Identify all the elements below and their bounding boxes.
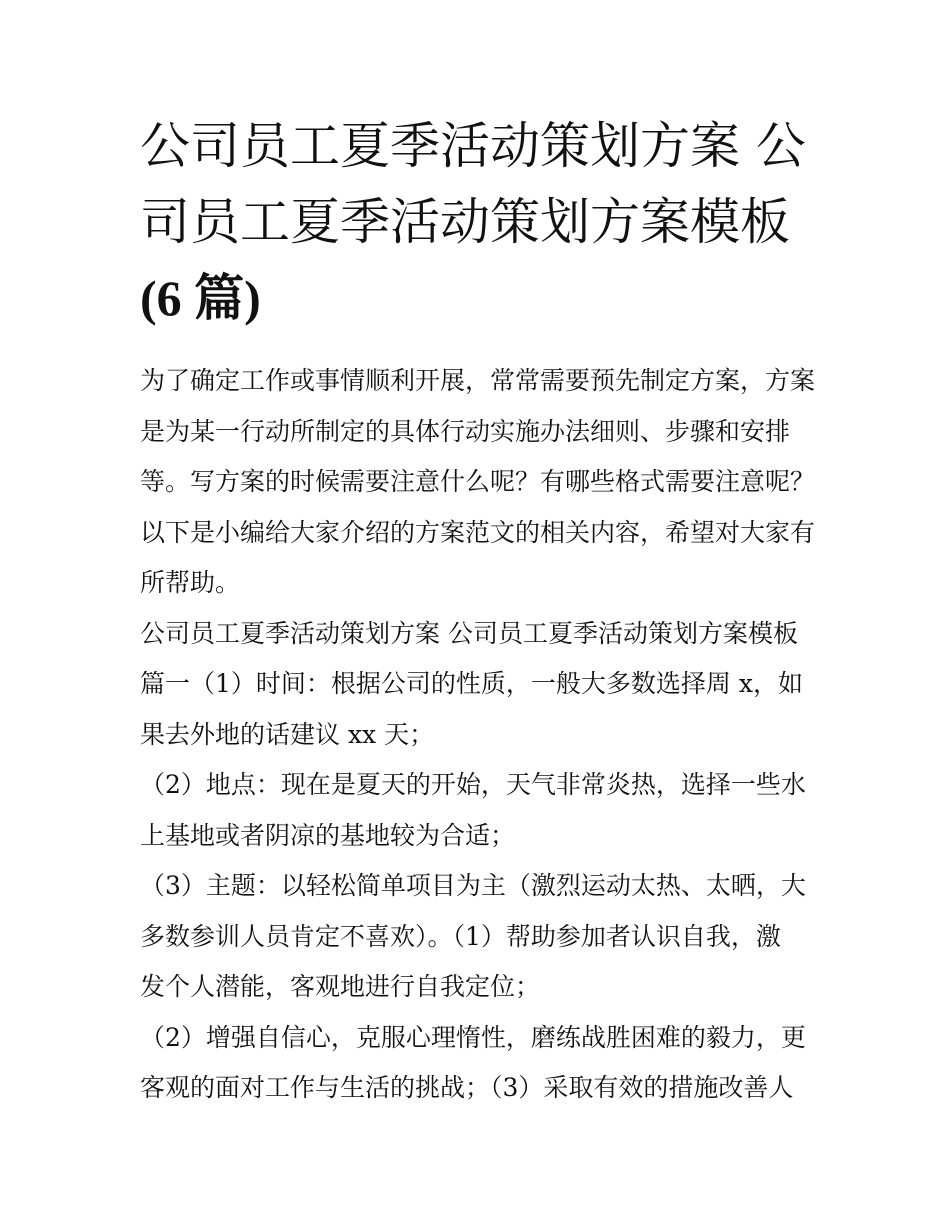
body-line: 以下是小编给大家介绍的方案范文的相关内容，希望对大家有 bbox=[140, 517, 816, 547]
body-line: 所帮助。 bbox=[140, 568, 241, 597]
body-line: 客观的面对工作与生活的挑战；（3）采取有效的措施改善人 bbox=[140, 1073, 794, 1102]
body-line: 发个人潜能，客观地进行自我定位； bbox=[140, 972, 541, 1001]
body-line: （2）增强自信心，克服心理惰性，磨练战胜困难的毅力，更 bbox=[140, 1022, 806, 1052]
body-line: 多数参训人员肯定不喜欢）。（1）帮助参加者认识自我，激 bbox=[140, 921, 781, 951]
body-line: （3）主题：以轻松简单项目为主（激烈运动太热、太晒，大 bbox=[140, 871, 806, 900]
body-line: 为了确定工作或事情顺利开展，常常需要预先制定方案，方案 bbox=[140, 366, 816, 395]
body-line: 上基地或者阴凉的基地较为合适； bbox=[140, 820, 516, 850]
body-line: 篇一（1）时间：根据公司的性质，一般大多数选择周 x，如 bbox=[140, 669, 803, 698]
document-title bbox=[140, 108, 820, 336]
document-body bbox=[140, 356, 830, 1114]
body-line: 是为某一行动所制定的具体行动实施办法细则、步骤和安排 bbox=[140, 416, 791, 446]
title-line: 公司员工夏季活动策划方案 公 bbox=[140, 117, 806, 175]
body-line: （2）地点：现在是夏天的开始，天气非常炎热，选择一些水 bbox=[140, 770, 806, 799]
title-line: (6 篇) bbox=[140, 270, 261, 326]
body-line: 果去外地的话建议 xx 天； bbox=[140, 719, 435, 749]
title-line: 司员工夏季活动策划方案模板 bbox=[140, 193, 790, 251]
section-heading-line: 公司员工夏季活动策划方案 公司员工夏季活动策划方案模板 bbox=[140, 618, 798, 648]
body-line: 等。写方案的时候需要注意什么呢？有哪些格式需要注意呢？ bbox=[140, 467, 816, 496]
